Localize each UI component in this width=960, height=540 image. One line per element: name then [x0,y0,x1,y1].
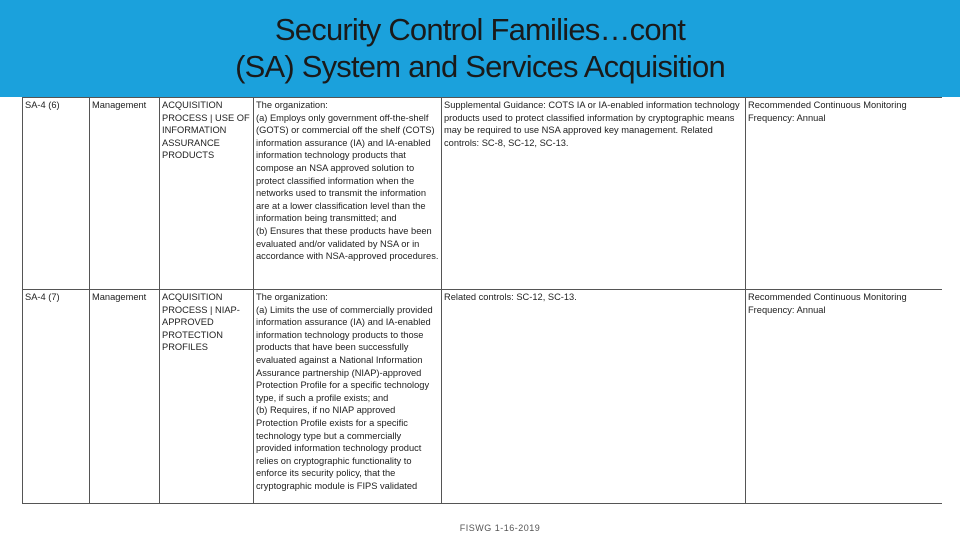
slide-footer: FISWG 1-16-2019 [459,523,541,533]
slide-title-line2: (SA) System and Services Acquisition [235,49,725,84]
supplemental-guidance: Related controls: SC-12, SC-13. [442,290,746,504]
control-class: Management [90,290,160,504]
slide-title-line1: Security Control Families…cont [274,12,686,47]
control-table-container [22,97,942,508]
table-row [23,98,943,290]
control-text: The organization: (a) Employs only government off-the-shelf (GOTS) or commercial off the shelf (COTS) information assurance (IA) and IA-enabled information technology products that compose an NSA approved solution to protect classified information when the networks used to transmit the information are at a lower classification level than the information being transmitted; and (b) Ensures that these products have been evaluated and/or validated by NSA or in accordance with NSA-approved procedures. [254,98,442,290]
control-text: The organization: (a) Limits the use of commercially provided information assurance (IA) and IA-enabled information technology products to those products that have been successfully evaluated against a National Information Assurance partnership (NIAP)-approved Protection Profile for a specific technology type, if such a profile exists; and (b) Requires, if no NIAP approved Protection Profile exists for a specific technology type but a commercially provided information technology product relies on cryptographic functionality to enforce its security policy, that the cryptographic module is FIPS validated [254,290,442,504]
monitoring-frequency: Recommended Continuous Monitoring Frequency: Annual [746,290,943,504]
control-name: ACQUISITION PROCESS | USE OF INFORMATION ASSURANCE PRODUCTS [160,98,254,290]
control-class: Management [90,98,160,290]
control-id: SA-4 (6) [23,98,90,290]
title-banner [0,0,960,97]
monitoring-frequency: Recommended Continuous Monitoring Frequency: Annual [746,98,943,290]
supplemental-guidance: Supplemental Guidance: COTS IA or IA-enabled information technology products used to protect classified information by cryptographic means may be required to use NSA approved key management. Related controls: SC-8, SC-12, SC-13. [442,98,746,290]
control-name: ACQUISITION PROCESS | NIAP-APPROVED PROTECTION PROFILES [160,290,254,504]
control-table [22,97,942,504]
control-id: SA-4 (7) [23,290,90,504]
table-row [23,290,943,504]
